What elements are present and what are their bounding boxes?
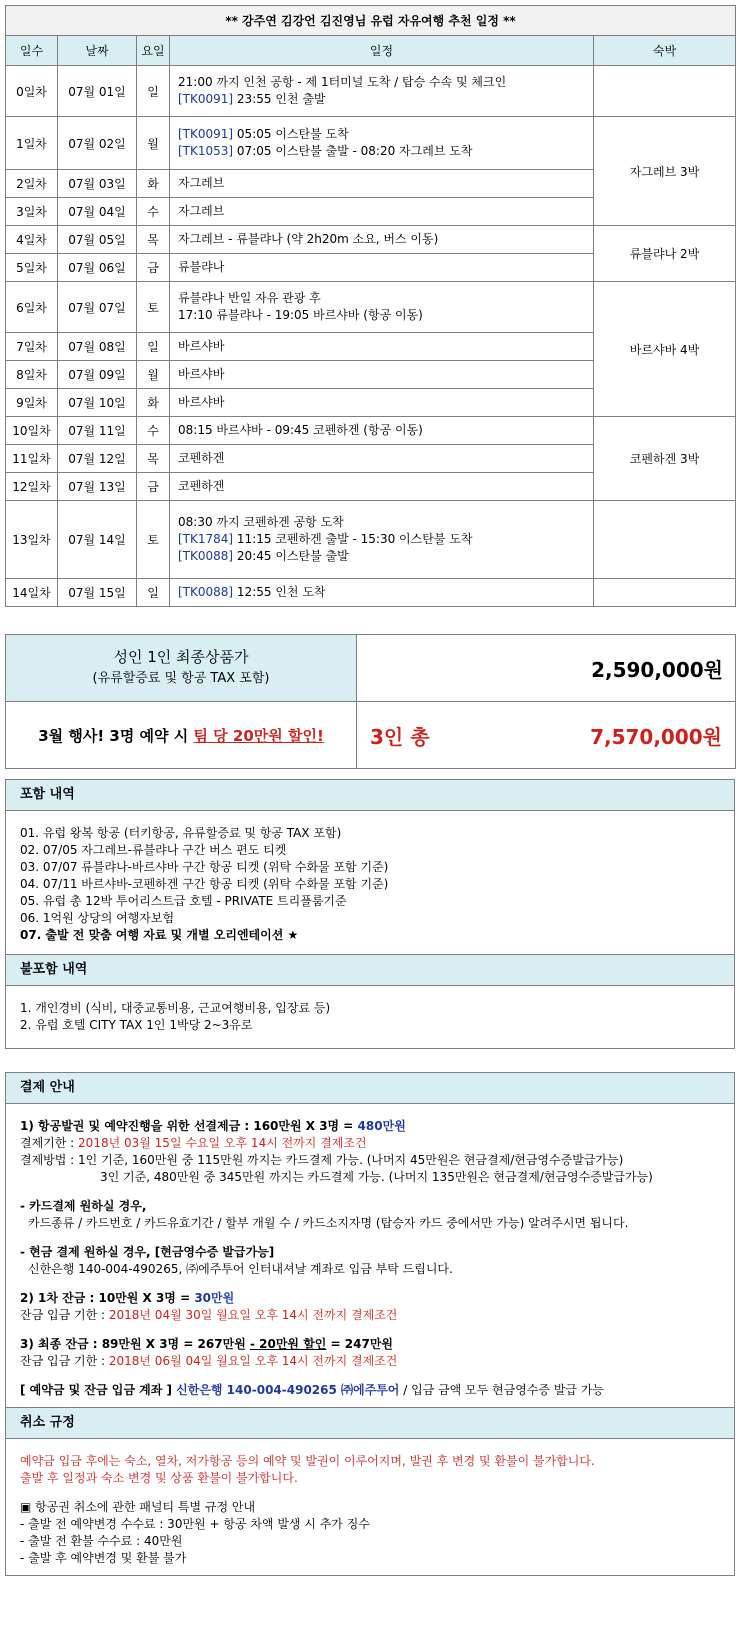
payment-step-3: 3) 최종 잔금 : 89만원 X 3명 = 267만원 - 20만원 할인 = 247만원	[20, 1337, 394, 1351]
schedule-cell	[170, 361, 594, 389]
weekday-cell: 수	[137, 417, 170, 445]
header-date: 날짜	[58, 36, 137, 66]
schedule-text: 자그레브 - 류블랴나 (약 2h20m 소요, 버스 이동)	[178, 232, 439, 246]
promo-text	[6, 702, 357, 769]
stay-cell: 자그레브 3박	[594, 117, 736, 226]
price-label-main: 성인 1인 최종상품가	[113, 648, 249, 666]
flight-code: [TK0088]	[178, 585, 234, 599]
day-cell: 0일차	[6, 66, 58, 117]
schedule-text: 11:15 코펜하겐 출발 - 15:30 이스탄불 도착	[233, 532, 473, 546]
list-item: 02. 07/05 자그레브-류블랴나 구간 버스 편도 티켓	[20, 843, 287, 857]
date-cell: 07월 01일	[58, 66, 137, 117]
date-cell: 07월 06일	[58, 254, 137, 282]
included-excluded-section	[5, 779, 735, 1049]
payment-heading: 결제 안내	[6, 1073, 734, 1104]
schedule-text: 08:15 바르샤바 - 09:45 코펜하겐 (항공 이동)	[178, 423, 423, 437]
included-heading: 포함 내역	[6, 780, 734, 811]
price-label-sub: (유류할증료 및 항공 TAX 포함)	[92, 671, 270, 686]
date-cell: 07월 14일	[58, 501, 137, 579]
date-cell: 07월 02일	[58, 117, 137, 170]
date-cell: 07월 08일	[58, 333, 137, 361]
table-row	[6, 417, 736, 445]
excluded-heading: 불포함 내역	[6, 954, 734, 986]
schedule-text: 류블랴나	[178, 260, 225, 274]
payment-body	[6, 1104, 734, 1407]
day-cell: 10일차	[6, 417, 58, 445]
schedule-text: 코펜하겐	[178, 451, 225, 465]
date-cell: 07월 10일	[58, 389, 137, 417]
schedule-cell	[170, 117, 594, 170]
price-table	[5, 634, 736, 769]
schedule-cell	[170, 417, 594, 445]
schedule-line	[178, 514, 592, 531]
stay-cell: 류블랴나 2박	[594, 226, 736, 282]
schedule-cell	[170, 254, 594, 282]
header-schedule: 일정	[170, 36, 594, 66]
day-cell: 6일차	[6, 282, 58, 333]
list-item: ▣ 항공권 취소에 관한 패널티 특별 규정 안내	[20, 1500, 256, 1514]
schedule-text: 12:55 인천 도착	[233, 585, 326, 599]
stay-cell: 코펜하겐 3박	[594, 417, 736, 501]
schedule-text: 바르샤바	[178, 395, 225, 409]
payment-step-2: 2) 1차 잔금 : 10만원 X 3명 = 30만원	[20, 1291, 235, 1305]
header-stay: 숙박	[594, 36, 736, 66]
total-label: 3인 총	[370, 724, 430, 749]
weekday-cell: 목	[137, 445, 170, 473]
stay-cell	[594, 66, 736, 117]
list-item: - 출발 후 예약변경 및 환불 불가	[20, 1551, 187, 1565]
schedule-cell	[170, 501, 594, 579]
table-row	[6, 579, 736, 607]
schedule-cell	[170, 170, 594, 198]
schedule-line	[178, 548, 592, 565]
schedule-text: 류블랴나 반일 자유 관광 후	[178, 291, 321, 305]
promo-prefix: 3월 행사! 3명 예약 시	[38, 726, 194, 745]
deposit-account-number: 신한은행 140-004-490265 ㈜에주투어	[176, 1383, 400, 1397]
payment-step-3-deadline: 잔금 입금 기한 : 2018년 06월 04일 월요일 오후 14시 전까지 결제조건	[20, 1354, 398, 1368]
schedule-line	[178, 143, 592, 160]
payment-step-3-discount: - 20만원 할인	[249, 1337, 327, 1351]
payment-step-1-deadline: 결제기한 : 2018년 03월 15일 수요일 오후 14시 전까지 결제조건	[20, 1136, 367, 1150]
header-dow: 요일	[137, 36, 170, 66]
schedule-line	[178, 584, 592, 601]
day-cell: 3일차	[6, 198, 58, 226]
schedule-line	[178, 91, 592, 108]
schedule-cell	[170, 473, 594, 501]
cancel-notice-1: 예약금 입금 후에는 숙소, 열차, 저가항공 등의 예약 및 발권이 이루어지며, 발권 후 변경 및 환불이 불가합니다.	[20, 1454, 595, 1468]
cancel-body	[6, 1439, 734, 1575]
cancel-notice-2: 출발 후 일정과 숙소 변경 및 상품 환불이 불가합니다.	[20, 1471, 298, 1485]
total-amount: 7,570,000원	[590, 724, 722, 749]
list-item: 1. 개인경비 (식비, 대중교통비용, 근교여행비용, 입장료 등)	[20, 1001, 331, 1015]
card-payment-text: 카드종류 / 카드번호 / 카드유효기간 / 할부 개월 수 / 카드소지자명 (탑승자 카드 중에서만 가능) 알려주시면 됩니다.	[28, 1216, 629, 1230]
stay-cell: 바르샤바 4박	[594, 282, 736, 417]
weekday-cell: 금	[137, 254, 170, 282]
payment-step-1: 1) 항공발권 및 예약진행을 위한 선결제금 : 160만원 X 3명 = 480만원	[20, 1119, 406, 1133]
cash-payment-text: 신한은행 140-004-490265, ㈜에주투어 인터내셔날 계좌로 입금 부탁 드립니다.	[28, 1262, 453, 1276]
flight-code: [TK0088]	[178, 549, 234, 563]
schedule-text: 07:05 이스탄불 출발 - 08:20 자그레브 도착	[233, 144, 473, 158]
schedule-cell	[170, 333, 594, 361]
schedule-line	[178, 366, 592, 383]
schedule-cell	[170, 66, 594, 117]
schedule-line	[178, 450, 592, 467]
schedule-text: 23:55 인천 출발	[233, 92, 326, 106]
day-cell: 11일차	[6, 445, 58, 473]
table-row	[6, 117, 736, 170]
list-item: 07. 출발 전 맞춤 여행 자료 및 개별 오리엔테이션 ★	[20, 928, 299, 942]
schedule-line	[178, 203, 592, 220]
schedule-line	[178, 231, 592, 248]
weekday-cell: 목	[137, 226, 170, 254]
day-cell: 13일차	[6, 501, 58, 579]
schedule-text: 05:05 이스탄불 도착	[233, 127, 349, 141]
stay-cell	[594, 579, 736, 607]
date-cell: 07월 12일	[58, 445, 137, 473]
schedule-cell	[170, 389, 594, 417]
schedule-line	[178, 338, 592, 355]
table-row	[6, 282, 736, 333]
day-cell: 1일차	[6, 117, 58, 170]
schedule-line	[178, 531, 592, 548]
payment-step-2-amount: 30만원	[194, 1291, 235, 1305]
weekday-cell: 수	[137, 198, 170, 226]
day-cell: 7일차	[6, 333, 58, 361]
schedule-line	[178, 175, 592, 192]
list-item: 04. 07/11 바르샤바-코펜하겐 구간 항공 티켓 (위탁 수화물 포함 기준)	[20, 877, 389, 891]
day-cell: 4일차	[6, 226, 58, 254]
schedule-text: 자그레브	[178, 204, 225, 218]
payment-step-1-amount: 480만원	[357, 1119, 406, 1133]
flight-code: [TK1053]	[178, 144, 234, 158]
list-item: 01. 유럽 왕복 항공 (터키항공, 유류할증료 및 항공 TAX 포함)	[20, 826, 342, 840]
date-cell: 07월 09일	[58, 361, 137, 389]
weekday-cell: 일	[137, 66, 170, 117]
day-cell: 9일차	[6, 389, 58, 417]
list-item: - 출발 전 예약변경 수수료 : 30만원 + 항공 차액 발생 시 추가 징수	[20, 1517, 370, 1531]
schedule-cell	[170, 226, 594, 254]
schedule-line	[178, 259, 592, 276]
list-item: 05. 유럽 총 12박 투어리스트급 호텔 - PRIVATE 트리플룸기준	[20, 894, 347, 908]
schedule-text: 자그레브	[178, 176, 225, 190]
payment-method-1: 결제방법 : 1인 기준, 160만원 중 115만원 까지는 카드결제 가능. (나머지 45만원은 현금결제/현금영수증발급가능)	[20, 1153, 624, 1167]
schedule-cell	[170, 445, 594, 473]
day-cell: 2일차	[6, 170, 58, 198]
day-cell: 8일차	[6, 361, 58, 389]
table-header-row	[6, 36, 736, 66]
schedule-line	[178, 126, 592, 143]
weekday-cell: 화	[137, 170, 170, 198]
schedule-line	[178, 394, 592, 411]
list-item: 06. 1억원 상당의 여행자보험	[20, 911, 175, 925]
price-label	[6, 635, 357, 702]
date-cell: 07월 04일	[58, 198, 137, 226]
flight-code: [TK1784]	[178, 532, 234, 546]
total-price	[357, 702, 736, 769]
weekday-cell: 월	[137, 117, 170, 170]
cash-payment-title: - 현금 결제 원하실 경우, [현금영수증 발급가능]	[20, 1245, 275, 1259]
date-cell: 07월 11일	[58, 417, 137, 445]
weekday-cell: 금	[137, 473, 170, 501]
list-item: 03. 07/07 류블랴나-바르샤바 구간 항공 티켓 (위탁 수화물 포함 기준)	[20, 860, 389, 874]
date-cell: 07월 07일	[58, 282, 137, 333]
schedule-text: 20:45 이스탄불 출발	[233, 549, 349, 563]
schedule-text: 바르샤바	[178, 339, 225, 353]
schedule-text: 코펜하겐	[178, 479, 225, 493]
day-cell: 12일차	[6, 473, 58, 501]
list-item: - 출발 전 환불 수수료 : 40만원	[20, 1534, 183, 1548]
schedule-line	[178, 307, 592, 324]
schedule-text: 바르샤바	[178, 367, 225, 381]
weekday-cell: 토	[137, 282, 170, 333]
flight-code: [TK0091]	[178, 92, 234, 106]
schedule-cell	[170, 282, 594, 333]
schedule-text: 08:30 까지 코펜하겐 공항 도착	[178, 515, 344, 529]
promo-discount: 팀 당 20만원 할인!	[193, 726, 324, 745]
schedule-line	[178, 478, 592, 495]
schedule-line	[178, 74, 592, 91]
date-cell: 07월 05일	[58, 226, 137, 254]
flight-code: [TK0091]	[178, 127, 234, 141]
payment-cancel-section	[5, 1072, 735, 1576]
day-cell: 5일차	[6, 254, 58, 282]
schedule-text: 17:10 류블랴나 - 19:05 바르샤바 (항공 이동)	[178, 308, 423, 322]
price-amount: 2,590,000원	[357, 635, 736, 702]
excluded-list	[6, 986, 734, 1048]
schedule-line	[178, 290, 592, 307]
list-item: 2. 유럽 호텔 CITY TAX 1인 1박당 2~3유로	[20, 1018, 253, 1032]
deposit-account: [ 예약금 및 잔금 입금 계좌 ] 신한은행 140-004-490265 ㈜에주투어 / 입금 금액 모두 현금영수증 발급 가능	[20, 1383, 605, 1397]
itinerary-title: ** 강주연 김강언 김진영님 유럽 자유여행 추천 일정 **	[6, 6, 736, 36]
schedule-cell	[170, 579, 594, 607]
weekday-cell: 토	[137, 501, 170, 579]
schedule-line	[178, 422, 592, 439]
header-day: 일수	[6, 36, 58, 66]
itinerary-table	[5, 5, 736, 607]
table-row	[6, 66, 736, 117]
schedule-cell	[170, 198, 594, 226]
table-row	[6, 226, 736, 254]
stay-cell	[594, 501, 736, 579]
date-cell: 07월 13일	[58, 473, 137, 501]
weekday-cell: 월	[137, 361, 170, 389]
included-list	[6, 811, 734, 954]
schedule-text: 21:00 까지 인천 공항 - 제 1터미널 도착 / 탑승 수속 및 체크인	[178, 75, 507, 89]
weekday-cell: 일	[137, 579, 170, 607]
date-cell: 07월 03일	[58, 170, 137, 198]
weekday-cell: 화	[137, 389, 170, 417]
date-cell: 07월 15일	[58, 579, 137, 607]
card-payment-title: - 카드결제 원하실 경우,	[20, 1199, 147, 1213]
cancel-heading: 취소 규정	[6, 1407, 734, 1439]
day-cell: 14일차	[6, 579, 58, 607]
table-row	[6, 501, 736, 579]
payment-method-2: 3인 기준, 480만원 중 345만원 까지는 카드결제 가능. (나머지 135만원은 현금결제/현금영수증발급가능)	[100, 1170, 653, 1184]
payment-step-2-deadline: 잔금 입금 기한 : 2018년 04월 30일 월요일 오후 14시 전까지 결제조건	[20, 1308, 398, 1322]
weekday-cell: 일	[137, 333, 170, 361]
